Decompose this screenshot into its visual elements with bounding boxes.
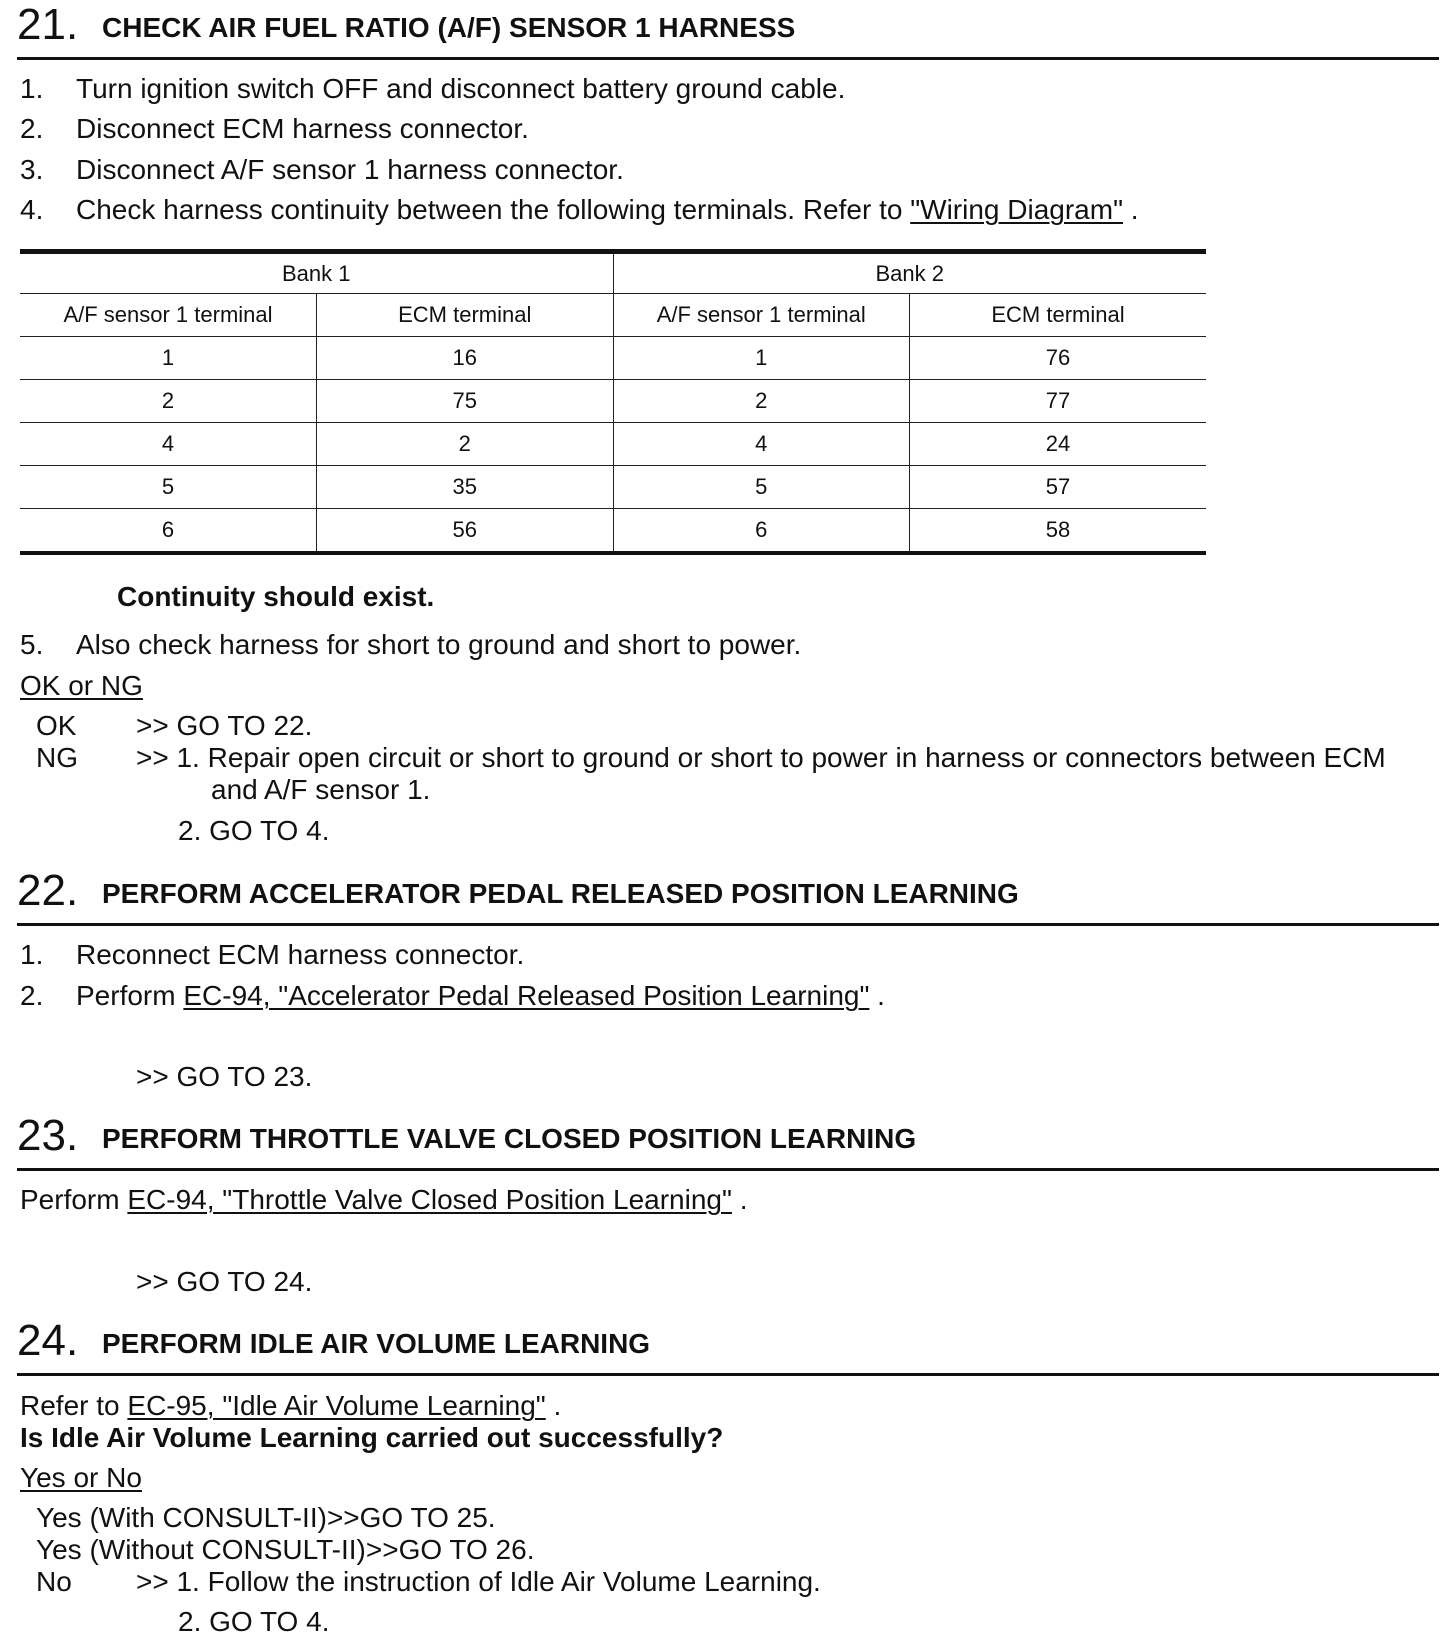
instruction-prefix: Perform	[20, 1184, 128, 1215]
yes-or-no-heading: Yes or No	[20, 1462, 142, 1493]
goto-text: >> GO TO 23.	[136, 1061, 313, 1092]
table-header: ECM terminal	[910, 294, 1207, 337]
wiring-diagram-link[interactable]: "Wiring Diagram"	[910, 194, 1124, 225]
table-header-row	[20, 294, 1206, 337]
table-cell: 5	[20, 466, 317, 509]
instruction-suffix: .	[545, 1390, 562, 1421]
table-cell: 2	[613, 380, 910, 423]
table-cell: 75	[317, 380, 614, 423]
idle-air-learning-link[interactable]: EC-95, "Idle Air Volume Learning"	[127, 1390, 546, 1421]
table-cell: 16	[317, 337, 614, 380]
table-header-bank2: Bank 2	[613, 252, 1206, 294]
continuity-table	[20, 249, 1206, 555]
accelerator-learning-link[interactable]: EC-94, "Accelerator Pedal Released Position Learning"	[183, 980, 870, 1011]
list-number: 3.	[20, 154, 44, 185]
step-number: 21.	[17, 0, 79, 49]
list-number: 5.	[20, 629, 44, 660]
table-cell: 5	[613, 466, 910, 509]
ok-or-ng-heading: OK or NG	[20, 670, 143, 701]
table-cell: 1	[613, 337, 910, 380]
result-yes-consult: Yes (With CONSULT-II)>>GO TO 25.	[36, 1502, 496, 1533]
table-cell: 76	[910, 337, 1207, 380]
result-label-ng: NG	[36, 742, 78, 773]
instruction-prefix: Refer to	[20, 1390, 128, 1421]
table-row	[20, 380, 1206, 423]
table-cell: 57	[910, 466, 1207, 509]
result-action-ng-step2: 2. GO TO 4.	[178, 815, 330, 846]
section-title: CHECK AIR FUEL RATIO (A/F) SENSOR 1 HARNESS	[102, 12, 796, 43]
table-row	[20, 337, 1206, 380]
table-cell: 6	[20, 509, 317, 554]
table-header: A/F sensor 1 terminal	[613, 294, 910, 337]
table-cell: 6	[613, 509, 910, 554]
section-title: PERFORM ACCELERATOR PEDAL RELEASED POSITION LEARNING	[102, 878, 1019, 909]
list-item: Disconnect ECM harness connector.	[76, 113, 529, 144]
instruction-text	[20, 1184, 747, 1216]
step-number: 24.	[17, 1316, 79, 1365]
table-row	[20, 466, 1206, 509]
table-cell: 4	[613, 423, 910, 466]
list-number: 1.	[20, 939, 44, 970]
table-cell: 4	[20, 423, 317, 466]
instruction-text	[20, 1390, 561, 1422]
list-number: 4.	[20, 194, 44, 225]
list-item: Reconnect ECM harness connector.	[76, 939, 525, 970]
list-number: 1.	[20, 73, 44, 104]
result-action-ok: >> GO TO 22.	[136, 710, 313, 741]
divider	[17, 1373, 1439, 1376]
result-label-no: No	[36, 1566, 72, 1597]
continuity-note: Continuity should exist.	[117, 581, 435, 612]
list-item-text: Perform	[76, 980, 184, 1011]
result-action-no: >> 1. Follow the instruction of Idle Air Volume Learning.	[136, 1566, 821, 1597]
list-item: Disconnect A/F sensor 1 harness connector.	[76, 154, 624, 185]
result-action-no-step2: 2. GO TO 4.	[178, 1606, 330, 1637]
table-cell: 58	[910, 509, 1207, 554]
result-action-ng: >> 1. Repair open circuit or short to ground or short to power in harness or connectors between ECM	[136, 742, 1386, 773]
table-cell: 56	[317, 509, 614, 554]
divider	[17, 57, 1439, 60]
result-yes-no-consult: Yes (Without CONSULT-II)>>GO TO 26.	[36, 1534, 535, 1565]
instruction-suffix: .	[731, 1184, 748, 1215]
list-item	[76, 980, 885, 1012]
table-header: ECM terminal	[317, 294, 614, 337]
section-title: PERFORM THROTTLE VALVE CLOSED POSITION LEARNING	[102, 1123, 917, 1154]
table-cell: 35	[317, 466, 614, 509]
table-cell: 1	[20, 337, 317, 380]
step-number: 23.	[17, 1111, 79, 1160]
list-number: 2.	[20, 980, 44, 1011]
goto-text: >> GO TO 24.	[136, 1266, 313, 1297]
result-action-ng-cont: and A/F sensor 1.	[211, 774, 431, 805]
table-row	[20, 509, 1206, 554]
throttle-learning-link[interactable]: EC-94, "Throttle Valve Closed Position Learning"	[127, 1184, 732, 1215]
list-item-text: Check harness continuity between the following terminals. Refer to	[76, 194, 911, 225]
list-number: 2.	[20, 113, 44, 144]
table-header-bank1: Bank 1	[20, 252, 613, 294]
table-cell: 77	[910, 380, 1207, 423]
list-item: Also check harness for short to ground and short to power.	[76, 629, 802, 660]
table-header: A/F sensor 1 terminal	[20, 294, 317, 337]
list-item-suffix: .	[869, 980, 885, 1011]
table-cell: 2	[317, 423, 614, 466]
list-item	[76, 194, 1139, 226]
table-cell: 2	[20, 380, 317, 423]
divider	[17, 1168, 1439, 1171]
table-cell: 24	[910, 423, 1207, 466]
result-label-ok: OK	[36, 710, 77, 741]
table-row	[20, 423, 1206, 466]
table-header-row	[20, 252, 1206, 294]
step-number: 22.	[17, 866, 79, 915]
list-item-suffix: .	[1123, 194, 1139, 225]
list-item: Turn ignition switch OFF and disconnect battery ground cable.	[76, 73, 846, 104]
divider	[17, 923, 1439, 926]
question-text: Is Idle Air Volume Learning carried out successfully?	[20, 1422, 724, 1453]
section-title: PERFORM IDLE AIR VOLUME LEARNING	[102, 1328, 651, 1359]
